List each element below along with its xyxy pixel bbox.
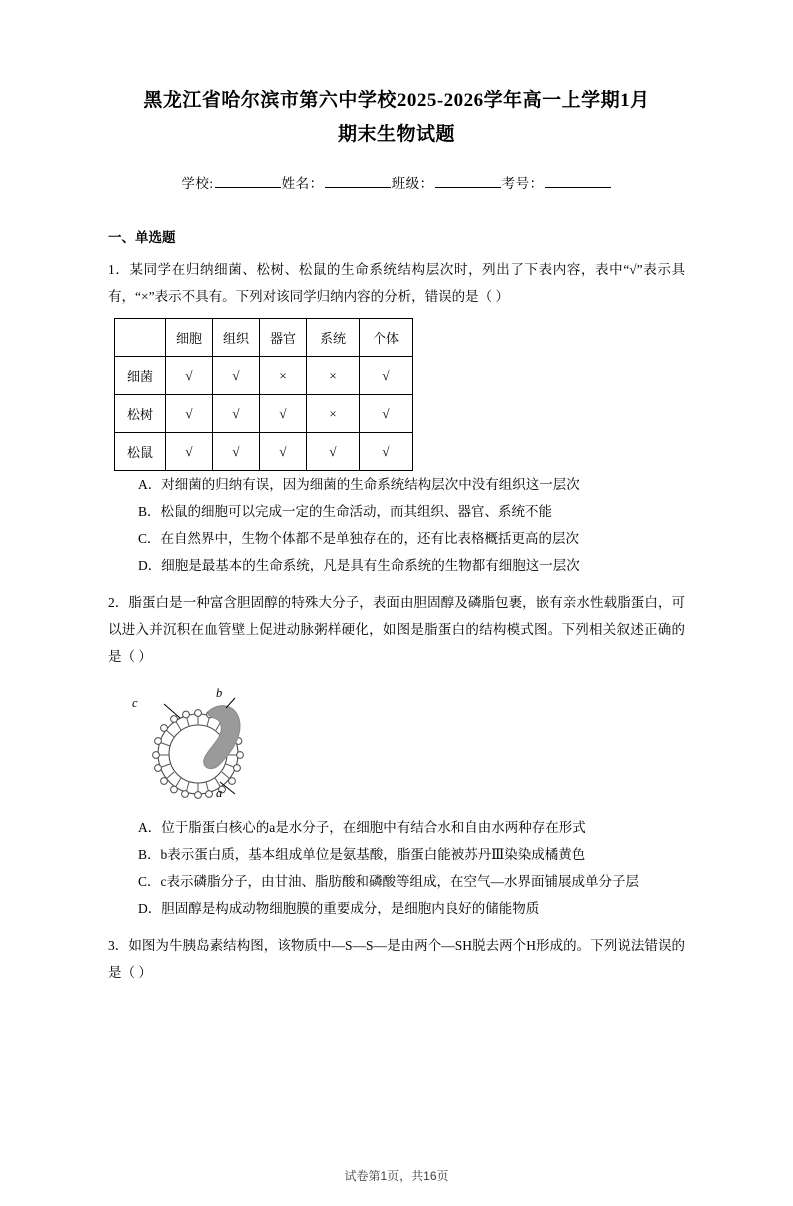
option-label: C．: [138, 874, 161, 889]
table-header-cell: 系统: [307, 319, 360, 357]
figure-label-c: c: [132, 696, 138, 710]
question-2-number: 2．: [108, 595, 129, 610]
question-1-option-d: [108, 552, 685, 579]
lipoprotein-diagram-icon: [140, 682, 270, 810]
table-cell: √: [360, 433, 413, 471]
option-text: 胆固醇是构成动物细胞膜的重要成分，是细胞内良好的储能物质: [161, 901, 540, 916]
table-cell: √: [213, 357, 260, 395]
question-1-stem: 某同学在归纳细菌、松树、松鼠的生命系统结构层次时，列出了下表内容，表中“√”表示具有，“×”表示不具有。下列对该同学归纳内容的分析，错误的是（ ）: [108, 262, 685, 304]
table-cell: √: [166, 433, 213, 471]
table-cell: √: [213, 433, 260, 471]
question-2-option-b: [108, 841, 685, 868]
option-text: b表示蛋白质，基本组成单位是氨基酸，脂蛋白能被苏丹Ⅲ染染成橘黄色: [160, 847, 586, 862]
school-label: 学校:: [181, 176, 214, 191]
table-header-corner: [115, 319, 166, 357]
exam-page: [0, 84, 793, 1206]
question-3-number: 3．: [108, 938, 129, 953]
table-cell: √: [360, 357, 413, 395]
option-text: 细胞是最基本的生命系统，凡是具有生命系统的生物都有细胞这一层次: [161, 558, 580, 573]
option-label: A．: [138, 477, 162, 492]
question-2-option-a: [108, 814, 685, 841]
table-cell: √: [260, 395, 307, 433]
page-title: [108, 84, 685, 152]
question-1-table: [114, 318, 413, 471]
table-row-label: 松鼠: [115, 433, 166, 471]
question-3-stem: 如图为牛胰岛素结构图，该物质中—S—S—是由两个—SH脱去两个H形成的。下列说法错误的是（ ）: [108, 938, 685, 980]
table-cell: √: [213, 395, 260, 433]
question-2: [108, 589, 685, 670]
option-label: B．: [138, 504, 161, 519]
name-blank[interactable]: [325, 187, 391, 188]
table-cell: ×: [307, 357, 360, 395]
table-row: [115, 357, 413, 395]
table-cell: ×: [307, 395, 360, 433]
figure-label-a: a: [216, 786, 223, 800]
table-cell: √: [360, 395, 413, 433]
option-text: 位于脂蛋白核心的a是水分子，在细胞中有结合水和自由水两种存在形式: [161, 820, 586, 835]
table-cell: √: [166, 395, 213, 433]
option-label: D．: [138, 901, 162, 916]
class-label: 班级：: [391, 176, 434, 191]
table-row: [115, 433, 413, 471]
page-title-line1: 黑龙江省哈尔滨市第六中学校2025-2026学年高一上学期1月: [143, 90, 650, 111]
question-3: [108, 932, 685, 986]
page-title-line2: 期末生物试题: [337, 124, 455, 145]
question-1-option-b: [108, 498, 685, 525]
table-row-label: 细菌: [115, 357, 166, 395]
lipoprotein-figure: [118, 674, 685, 814]
table-header-cell: 器官: [260, 319, 307, 357]
option-label: D．: [138, 558, 162, 573]
table-cell: √: [260, 433, 307, 471]
table-cell: ×: [260, 357, 307, 395]
question-1-option-c: [108, 525, 685, 552]
section-title: 一、单选题: [108, 230, 176, 245]
figure-label-b: b: [216, 686, 223, 700]
student-id-line: [108, 172, 685, 192]
name-label: 姓名：: [281, 176, 324, 191]
question-1-table-wrap: [108, 318, 685, 471]
table-header-cell: 组织: [213, 319, 260, 357]
option-label: A．: [138, 820, 162, 835]
table-row-label: 松树: [115, 395, 166, 433]
table-header-cell: 个体: [360, 319, 413, 357]
class-blank[interactable]: [435, 187, 501, 188]
table-cell: √: [307, 433, 360, 471]
question-1: [108, 256, 685, 310]
question-1-number: 1．: [108, 262, 130, 277]
option-text: c表示磷脂分子，由甘油、脂肪酸和磷酸等组成，在空气—水界面铺展成单分子层: [160, 874, 640, 889]
table-cell: √: [166, 357, 213, 395]
school-blank[interactable]: [215, 187, 281, 188]
option-label: B．: [138, 847, 161, 862]
option-label: C．: [138, 531, 161, 546]
question-1-option-a: [108, 471, 685, 498]
question-2-option-d: [108, 895, 685, 922]
table-row: [115, 395, 413, 433]
question-2-option-c: [108, 868, 685, 895]
exam-number-blank[interactable]: [545, 187, 611, 188]
question-2-stem: 脂蛋白是一种富含胆固醇的特殊大分子，表面由胆固醇及磷脂包裹，嵌有亲水性载脂蛋白，可以进入并沉积在血管壁上促进动脉粥样硬化，如图是脂蛋白的结构模式图。下列相关叙述正确的是（ ）: [108, 595, 686, 664]
option-text: 对细菌的归纳有误，因为细菌的生命系统结构层次中没有组织这一层次: [161, 477, 580, 492]
option-text: 在自然界中，生物个体都不是单独存在的，还有比表格概括更高的层次: [160, 531, 580, 546]
table-header-cell: 细胞: [166, 319, 213, 357]
option-text: 松鼠的细胞可以完成一定的生命活动，而其组织、器官、系统不能: [160, 504, 553, 519]
page-footer: 试卷第1页，共16页: [344, 1169, 449, 1183]
table-header-row: [115, 319, 413, 357]
exam-number-label: 考号：: [501, 176, 544, 191]
apolipoprotein-shape: [204, 706, 240, 769]
